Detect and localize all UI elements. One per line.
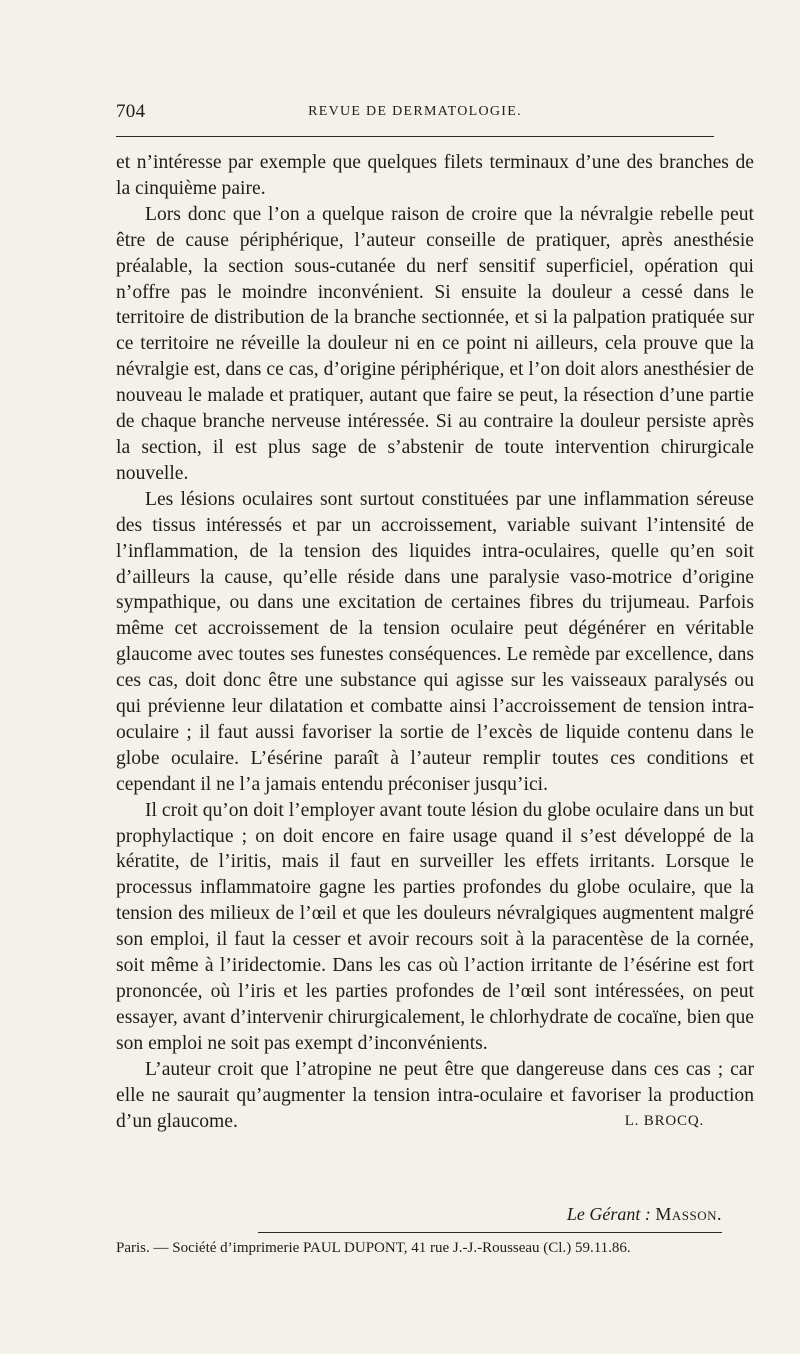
printer-imprint: Paris. — Société d’imprimerie PAUL DUPONT, 41 rue J.-J.-Rousseau (Cl.) 59.11.86.	[116, 1240, 631, 1256]
article-body	[116, 150, 754, 1135]
header-rule	[116, 136, 714, 137]
manager-label: Le Gérant :	[566, 1204, 651, 1224]
footer-rule	[258, 1232, 722, 1233]
paragraph: L’auteur croit que l’atropine ne peut être que dangereuse dans ces cas ; car elle ne saurait qu’augmenter la tension intra-oculaire et favoriser la production d’un glaucome.	[116, 1058, 754, 1132]
manager-name: Masson.	[655, 1204, 722, 1224]
paragraph: Il croit qu’on doit l’employer avant toute lésion du globe oculaire dans un but prophylactique ; on doit encore en faire usage quand il s’est développé de la kératite, de l’iritis, mais il faut en surveiller les effets irritants. Lorsque le processus inflammatoire gagne les parties profondes du globe oculaire, que la tension des milieux de l’œil et que les douleurs névralgiques augmentent malgré son emploi, il faut la cesser et avoir recours soit à la paracentèse de la cornée, soit même à l’iridectomie. Dans les cas où l’action irritante de l’ésérine est fort prononcée, où l’iris et les parties profondes de l’œil sont intéressées, on peut essayer, avant d’intervenir chirurgicalement, le chlorhydrate de cocaïne, bien que son emploi ne soit pas exempt d’inconvénients.	[116, 799, 754, 1054]
page-number: 704	[116, 101, 146, 122]
manager-line	[116, 1204, 722, 1225]
paragraph: Les lésions oculaires sont surtout constituées par une inflammation séreuse des tissus intéressés et par un accroissement, variable suivant l’intensité de l’inflammation, de la tension des liquides intra-oculaires, quelle qu’en soit d’ailleurs la cause, qu’elle réside dans une paralysie vaso-motrice d’origine sympathique, ou dans une excitation de certaines fibres du trijumeau. Parfois même cet accroissement de la tension oculaire peut dégénérer en véritable glaucome avec toutes ses funestes conséquences. Le remède par excellence, dans ces cas, doit donc être une substance qui agisse sur les vaisseaux paralysés ou qui prévienne leur dilatation et combatte ainsi l’accroissement de tension intra-oculaire ; il faut aussi favoriser la sortie de l’excès de liquide contenu dans le globe oculaire. L’ésérine paraît à l’auteur remplir toutes ces conditions et cependant il ne l’a jamais entendu préconiser jusqu’ici.	[116, 488, 754, 795]
running-head	[116, 101, 714, 127]
paragraph-continued: et n’intéresse par exemple que quelques filets terminaux d’une des branches de la cinquième paire.	[116, 152, 754, 199]
paragraph: Lors donc que l’on a quelque raison de croire que la névralgie rebelle peut être de cause périphérique, l’auteur conseille de pratiquer, après anesthésie préalable, la section sous-cutanée du nerf sensitif superficiel, opération qui n’offre pas le moindre inconvénient. Si ensuite la douleur a cessé dans le territoire de distribution de la branche sectionnée, et si la palpation pratiquée sur ce territoire ne réveille la douleur ni en ce point ni ailleurs, cela prouve que la névralgie est, dans ce cas, d’origine périphérique, et l’on doit alors anesthésier de nouveau le malade et pratiquer, autant que faire se peut, la résection d’une partie de chaque branche nerveuse intéressée. Si au contraire la douleur persiste après la section, il est plus sage de s’abstenir de toute intervention chirurgicale nouvelle.	[116, 203, 754, 484]
journal-title: REVUE DE DERMATOLOGIE.	[308, 104, 522, 119]
author-signature: L. BROCQ.	[624, 1113, 704, 1130]
